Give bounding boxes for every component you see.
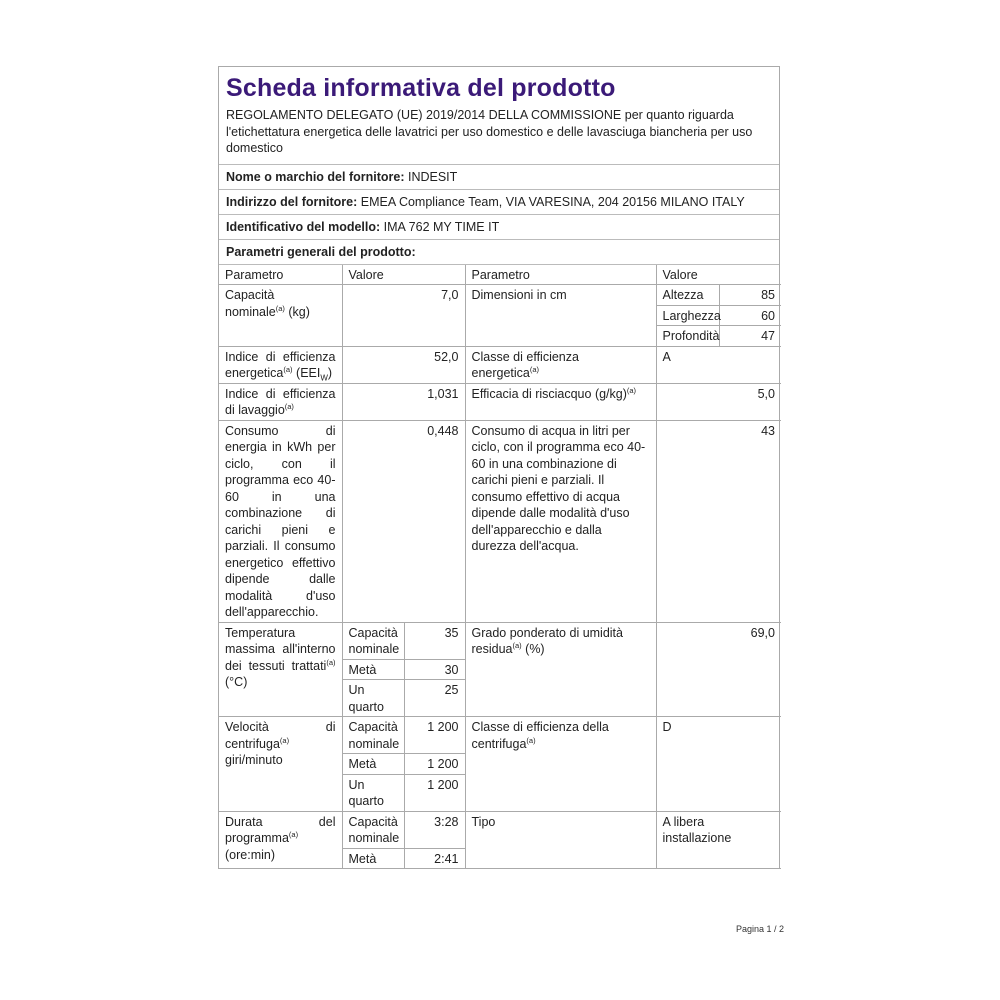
energy-consumption-value: 0,448 — [342, 420, 465, 622]
footnote-a: (a) — [526, 735, 536, 745]
spin-class-value: D — [656, 717, 781, 812]
model-row — [219, 215, 779, 240]
table-row-duration-full — [219, 811, 781, 848]
eei-label-cell — [219, 346, 342, 383]
footnote-a: (a) — [326, 657, 336, 667]
temperature-row-label: Metà — [342, 659, 404, 680]
table-row-eei — [219, 346, 781, 383]
duration-row-label: Capacità nominale — [342, 811, 404, 848]
address-value: EMEA Compliance Team, VIA VARESINA, 204 20156 MILANO ITALY — [360, 194, 745, 209]
model-value: IMA 762 MY TIME IT — [383, 219, 500, 234]
parameters-table — [219, 265, 781, 870]
spin-row-label: Un quarto — [342, 774, 404, 811]
rinse-value: 5,0 — [656, 383, 781, 420]
table-row-temperature-full — [219, 622, 781, 659]
footnote-a: (a) — [288, 829, 299, 839]
wash-index-label-cell — [219, 383, 342, 420]
humidity-label: Grado ponderato di umidità residua — [471, 625, 623, 656]
height-value: 85 — [719, 285, 781, 306]
table-row-wash-index — [219, 383, 781, 420]
temperature-row-label: Un quarto — [342, 680, 404, 717]
capacity-label-cell — [219, 285, 342, 347]
eei-value: 52,0 — [342, 346, 465, 383]
wash-index-value: 1,031 — [342, 383, 465, 420]
params-heading: Parametri generali del prodotto: — [226, 244, 416, 259]
eei-unit-pre: (EEI — [296, 366, 321, 380]
spin-speed-label: Velocità di centrifuga — [225, 720, 336, 751]
spin-class-label-cell — [465, 717, 656, 812]
wash-index-label: Indice di efficienza di lavaggio — [225, 386, 336, 417]
energy-consumption-label: Consumo di energia in kWh per ciclo, con il programma eco 40-60 in una combinazione di carichi pieni e parziali. Il consumo energetico effettivo dipende dalle modalità d'uso dell'apparecchio. — [219, 420, 342, 622]
footnote-a: (a) — [283, 364, 293, 374]
capacity-label: Capacità nominale — [225, 288, 276, 319]
duration-label-cell — [219, 811, 342, 869]
address-label: Indirizzo del fornitore: — [226, 194, 358, 209]
energy-class-label: Classe di efficienza energetica — [471, 349, 579, 380]
header-value-right: Valore — [656, 265, 781, 285]
address-row — [219, 190, 779, 215]
humidity-unit: (%) — [525, 642, 545, 656]
footnote-a: (a) — [275, 303, 285, 313]
footnote-a: (a) — [626, 385, 637, 395]
duration-label: Durata del programma — [225, 814, 336, 845]
humidity-label-cell — [465, 622, 656, 717]
spin-row-value: 1 200 — [404, 774, 465, 811]
page-number: Pagina 1 / 2 — [736, 924, 785, 934]
regulation-text: REGOLAMENTO DELEGATO (UE) 2019/2014 DELLA COMMISSIONE per quanto riguarda l'etichettatura energetica delle lavatrici per uso domestico e delle lavasciuga biancheria per uso domestico — [219, 105, 779, 165]
spin-row-label: Capacità nominale — [342, 717, 404, 754]
height-label: Altezza — [656, 285, 719, 306]
humidity-value: 69,0 — [656, 622, 781, 717]
header-param-left: Parametro — [219, 265, 342, 285]
spin-speed-label-cell — [219, 717, 342, 812]
table-header-row — [219, 265, 781, 285]
rinse-label: Efficacia di risciacquo (g/kg) — [471, 386, 627, 401]
temperature-label-cell — [219, 622, 342, 717]
footnote-a: (a) — [279, 735, 290, 745]
water-consumption-value: 43 — [656, 420, 781, 622]
spin-row-value: 1 200 — [404, 717, 465, 754]
temperature-row-value: 30 — [404, 659, 465, 680]
rinse-label-cell — [465, 383, 656, 420]
params-heading-row — [219, 240, 779, 265]
table-row-capacity — [219, 285, 781, 306]
dimensions-label: Dimensioni in cm — [465, 285, 656, 347]
capacity-unit: (kg) — [288, 304, 310, 319]
temperature-unit: (°C) — [225, 675, 248, 689]
duration-row-value: 2:41 — [404, 848, 465, 869]
width-label: Larghezza — [656, 305, 719, 326]
eei-label: Indice di efficienza energetica — [225, 349, 336, 380]
duration-unit: (ore:min) — [225, 847, 276, 862]
temperature-row-label: Capacità nominale — [342, 622, 404, 659]
type-value: A libera installazione — [656, 811, 781, 869]
footnote-a: (a) — [284, 401, 294, 411]
spin-speed-unit: giri/minuto — [225, 753, 283, 767]
depth-value: 47 — [719, 326, 781, 347]
header-param-right: Parametro — [465, 265, 656, 285]
table-row-spin-full — [219, 717, 781, 754]
capacity-value: 7,0 — [342, 285, 465, 347]
table-row-energy-consumption — [219, 420, 781, 622]
product-information-sheet — [218, 66, 780, 869]
spin-row-label: Metà — [342, 754, 404, 775]
header-value-left: Valore — [342, 265, 465, 285]
temperature-label: Temperatura massima all'interno dei tessuti trattati — [225, 625, 336, 673]
footnote-a: (a) — [512, 640, 522, 650]
energy-class-value: A — [656, 346, 781, 383]
page-title: Scheda informativa del prodotto — [226, 74, 616, 102]
energy-class-label-cell — [465, 346, 656, 383]
supplier-row — [219, 165, 779, 190]
footnote-a: (a) — [529, 364, 540, 374]
duration-row-value: 3:28 — [404, 811, 465, 848]
eei-unit-post: ) — [327, 366, 333, 380]
width-value: 60 — [719, 305, 781, 326]
model-label: Identificativo del modello: — [226, 219, 381, 234]
temperature-row-value: 25 — [404, 680, 465, 717]
eei-unit-sub: W — [320, 373, 328, 383]
supplier-value: INDESIT — [407, 169, 458, 184]
water-consumption-label: Consumo di acqua in litri per ciclo, con il programma eco 40-60 in una combinazione di carichi pieni e parziali. Il consumo effettivo di acqua dipende dalle modalità d'uso dell'apparecchio e dalla durezza dell'acqua. — [465, 420, 656, 622]
spin-class-label: Classe di efficienza della centrifuga — [471, 720, 609, 751]
spin-row-value: 1 200 — [404, 754, 465, 775]
type-label: Tipo — [465, 811, 656, 869]
temperature-row-value: 35 — [404, 622, 465, 659]
duration-row-label: Metà — [342, 848, 404, 869]
supplier-label: Nome o marchio del fornitore: — [226, 169, 405, 184]
depth-label: Profondità — [656, 326, 719, 347]
